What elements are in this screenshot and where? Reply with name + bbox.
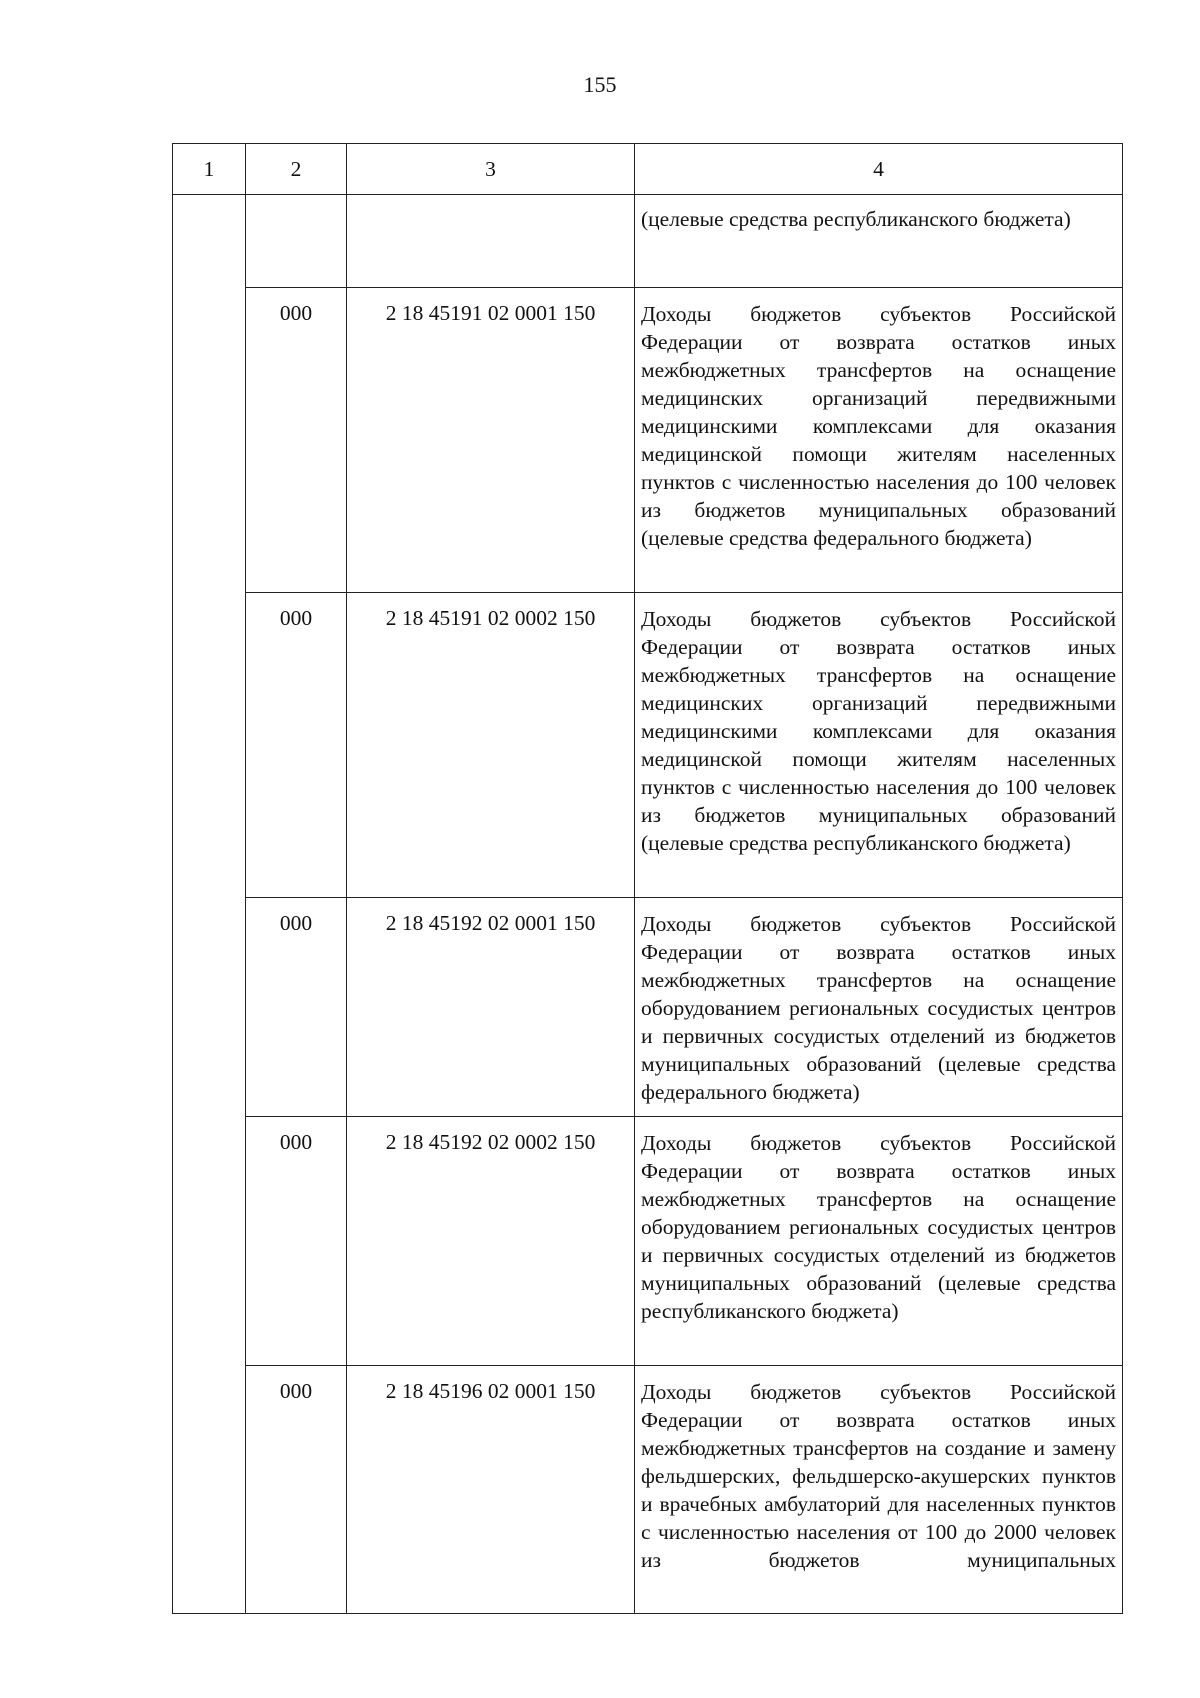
classification-code-cell: 2 18 45192 02 0002 150 [347,1117,635,1366]
admin-code-cell: 000 [246,898,347,1117]
table-header-row [173,144,1123,195]
description-cell: (целевые средства республиканского бюджета) [635,195,1123,288]
classification-code-cell: 2 18 45191 02 0002 150 [347,593,635,898]
classification-code-cell: 2 18 45196 02 0001 150 [347,1366,635,1614]
table-row [173,593,1123,898]
admin-code-cell: 000 [246,1117,347,1366]
description-cell: Доходы бюджетов субъектов Российской Федерации от возврата остатков иных межбюджетных трансфертов на оснащение медицинских организаций передвижными медицинскими комплексами для оказания медицинской помощи жителям населенных пунктов с численностью населения до 100 человек из бюджетов муниципальных образований (целевые средства республиканского бюджета) [635,593,1123,898]
admin-code-cell [246,195,347,288]
classification-code-cell: 2 18 45191 02 0001 150 [347,288,635,593]
table-row [173,1117,1123,1366]
table-row [173,195,1123,288]
classification-code-cell [347,195,635,288]
header-col-3: 3 [347,144,635,195]
page-number: 155 [583,72,617,97]
admin-code-cell: 000 [246,1366,347,1614]
header-col-1: 1 [173,144,246,195]
admin-code-cell: 000 [246,288,347,593]
header-col-2: 2 [246,144,347,195]
col-1-cell [173,195,246,1614]
classification-code-cell: 2 18 45192 02 0001 150 [347,898,635,1117]
description-cell: Доходы бюджетов субъектов Российской Федерации от возврата остатков иных межбюджетных трансфертов на создание и замену фельдшерских, фельдшерско-акушерских пунктов и врачебных амбулаторий для населенных пунктов с численностью населения от 100 до 2000 человек из бюджетов муниципальных [635,1366,1123,1614]
budget-classification-table [172,143,1123,1614]
description-cell: Доходы бюджетов субъектов Российской Федерации от возврата остатков иных межбюджетных трансфертов на оснащение оборудованием региональных сосудистых центров и первичных сосудистых отделений из бюджетов муниципальных образований (целевые средства федерального бюджета) [635,898,1123,1117]
description-cell: Доходы бюджетов субъектов Российской Федерации от возврата остатков иных межбюджетных трансфертов на оснащение медицинских организаций передвижными медицинскими комплексами для оказания медицинской помощи жителям населенных пунктов с численностью населения до 100 человек из бюджетов муниципальных образований (целевые средства федерального бюджета) [635,288,1123,593]
table-row [173,288,1123,593]
admin-code-cell: 000 [246,593,347,898]
description-cell: Доходы бюджетов субъектов Российской Федерации от возврата остатков иных межбюджетных трансфертов на оснащение оборудованием региональных сосудистых центров и первичных сосудистых отделений из бюджетов муниципальных образований (целевые средства республиканского бюджета) [635,1117,1123,1366]
table-row [173,898,1123,1117]
table-row [173,1366,1123,1614]
header-col-4: 4 [635,144,1123,195]
